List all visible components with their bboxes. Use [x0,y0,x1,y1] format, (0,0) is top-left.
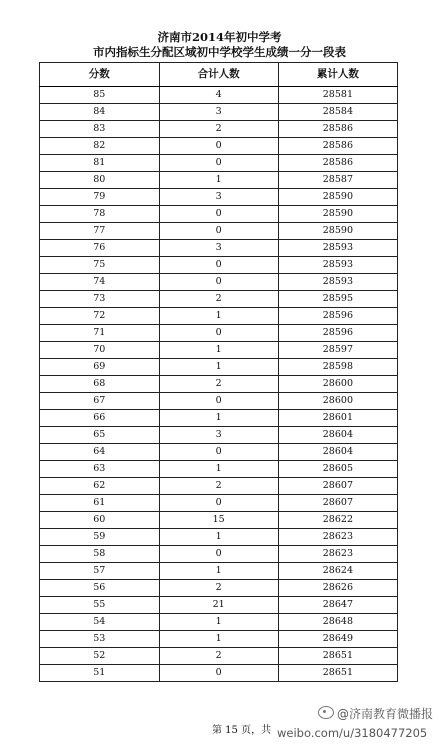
cell-cumulative: 28597 [278,342,397,359]
cell-count: 0 [159,223,278,240]
cell-cumulative: 28598 [278,359,397,376]
cell-cumulative: 28596 [278,308,397,325]
cell-count: 0 [159,495,278,512]
cell-cumulative: 28590 [278,223,397,240]
cell-score: 72 [40,308,160,325]
table-row [40,189,398,206]
cell-cumulative: 28586 [278,121,397,138]
cell-score: 67 [40,393,160,410]
cell-cumulative: 28600 [278,376,397,393]
cell-score: 54 [40,614,160,631]
cell-score: 79 [40,189,160,206]
cell-cumulative: 28601 [278,410,397,427]
cell-score: 59 [40,529,160,546]
cell-cumulative: 28604 [278,427,397,444]
table-row [40,172,398,189]
cell-score: 65 [40,427,160,444]
cell-score: 75 [40,257,160,274]
cell-cumulative: 28604 [278,444,397,461]
cell-score: 70 [40,342,160,359]
cell-score: 61 [40,495,160,512]
cell-count: 0 [159,155,278,172]
cell-count: 3 [159,189,278,206]
table-row [40,546,398,563]
cell-score: 60 [40,512,160,529]
cell-cumulative: 28624 [278,563,397,580]
cell-score: 80 [40,172,160,189]
table-row [40,155,398,172]
table-row [40,461,398,478]
cell-count: 2 [159,580,278,597]
header-cumulative: 累计人数 [278,63,397,87]
header-count: 合计人数 [159,63,278,87]
cell-count: 2 [159,478,278,495]
cell-score: 52 [40,648,160,665]
table-row [40,580,398,597]
cell-score: 82 [40,138,160,155]
cell-count: 2 [159,121,278,138]
cell-score: 78 [40,206,160,223]
table-row [40,495,398,512]
cell-score: 69 [40,359,160,376]
table-row [40,87,398,104]
cell-count: 1 [159,359,278,376]
cell-count: 0 [159,257,278,274]
cell-count: 3 [159,104,278,121]
table-row [40,597,398,614]
cell-count: 1 [159,172,278,189]
cell-score: 51 [40,665,160,682]
cell-score: 77 [40,223,160,240]
table-row [40,325,398,342]
table-row [40,274,398,291]
cell-count: 1 [159,631,278,648]
table-row [40,359,398,376]
cell-cumulative: 28586 [278,138,397,155]
cell-cumulative: 28626 [278,580,397,597]
cell-count: 4 [159,87,278,104]
cell-count: 1 [159,529,278,546]
cell-count: 0 [159,325,278,342]
table-header-row [40,63,398,87]
table-row [40,529,398,546]
table-row [40,257,398,274]
cell-count: 0 [159,274,278,291]
table-row [40,410,398,427]
cell-score: 71 [40,325,160,342]
watermark-account-text: @济南教育微播报 [337,707,434,721]
cell-cumulative: 28596 [278,325,397,342]
table-row [40,512,398,529]
table-row [40,206,398,223]
cell-score: 74 [40,274,160,291]
header-score: 分数 [40,63,160,87]
table-row [40,291,398,308]
table-row [40,478,398,495]
cell-cumulative: 28593 [278,240,397,257]
score-distribution-table [39,62,398,682]
cell-score: 63 [40,461,160,478]
page-number: 第 15 页，共 [212,725,272,736]
cell-count: 0 [159,444,278,461]
table-row [40,342,398,359]
table-row [40,104,398,121]
cell-count: 0 [159,665,278,682]
cell-cumulative: 28600 [278,393,397,410]
cell-count: 21 [159,597,278,614]
table-row [40,648,398,665]
table-row [40,138,398,155]
cell-score: 66 [40,410,160,427]
cell-score: 73 [40,291,160,308]
cell-score: 64 [40,444,160,461]
cell-count: 1 [159,342,278,359]
cell-count: 0 [159,393,278,410]
cell-count: 1 [159,563,278,580]
table-row [40,376,398,393]
table-body [40,87,398,682]
cell-count: 1 [159,614,278,631]
watermark-url: weibo.com/u/3180477205 [277,726,428,740]
cell-cumulative: 28593 [278,274,397,291]
cell-cumulative: 28587 [278,172,397,189]
cell-count: 2 [159,291,278,308]
cell-score: 55 [40,597,160,614]
table-row [40,240,398,257]
cell-score: 81 [40,155,160,172]
weibo-logo-icon [318,706,334,719]
cell-score: 85 [40,87,160,104]
cell-count: 1 [159,461,278,478]
table-row [40,308,398,325]
cell-cumulative: 28581 [278,87,397,104]
cell-score: 68 [40,376,160,393]
cell-count: 1 [159,410,278,427]
cell-score: 53 [40,631,160,648]
cell-score: 57 [40,563,160,580]
document-title: 济南市2014年初中学考 [157,30,282,44]
table-row [40,393,398,410]
table-row [40,614,398,631]
cell-count: 0 [159,206,278,223]
cell-cumulative: 28651 [278,648,397,665]
watermark-account [318,705,433,722]
cell-count: 3 [159,427,278,444]
cell-score: 58 [40,546,160,563]
cell-cumulative: 28590 [278,189,397,206]
cell-cumulative: 28595 [278,291,397,308]
cell-cumulative: 28647 [278,597,397,614]
cell-score: 84 [40,104,160,121]
table-row [40,427,398,444]
cell-cumulative: 28607 [278,478,397,495]
cell-cumulative: 28607 [278,495,397,512]
cell-cumulative: 28584 [278,104,397,121]
cell-count: 2 [159,376,278,393]
cell-cumulative: 28605 [278,461,397,478]
cell-score: 62 [40,478,160,495]
cell-cumulative: 28622 [278,512,397,529]
cell-cumulative: 28590 [278,206,397,223]
table-row [40,121,398,138]
table-row [40,665,398,682]
cell-cumulative: 28623 [278,529,397,546]
cell-count: 0 [159,546,278,563]
cell-score: 83 [40,121,160,138]
cell-score: 56 [40,580,160,597]
cell-cumulative: 28651 [278,665,397,682]
cell-cumulative: 28623 [278,546,397,563]
cell-count: 1 [159,308,278,325]
table-row [40,631,398,648]
cell-count: 15 [159,512,278,529]
document-subtitle: 市内指标生分配区域初中学校学生成绩一分一段表 [93,45,346,59]
table-row [40,223,398,240]
table-row [40,444,398,461]
cell-count: 3 [159,240,278,257]
cell-count: 0 [159,138,278,155]
cell-score: 76 [40,240,160,257]
table-row [40,563,398,580]
cell-cumulative: 28649 [278,631,397,648]
cell-cumulative: 28593 [278,257,397,274]
cell-cumulative: 28648 [278,614,397,631]
cell-cumulative: 28586 [278,155,397,172]
cell-count: 2 [159,648,278,665]
